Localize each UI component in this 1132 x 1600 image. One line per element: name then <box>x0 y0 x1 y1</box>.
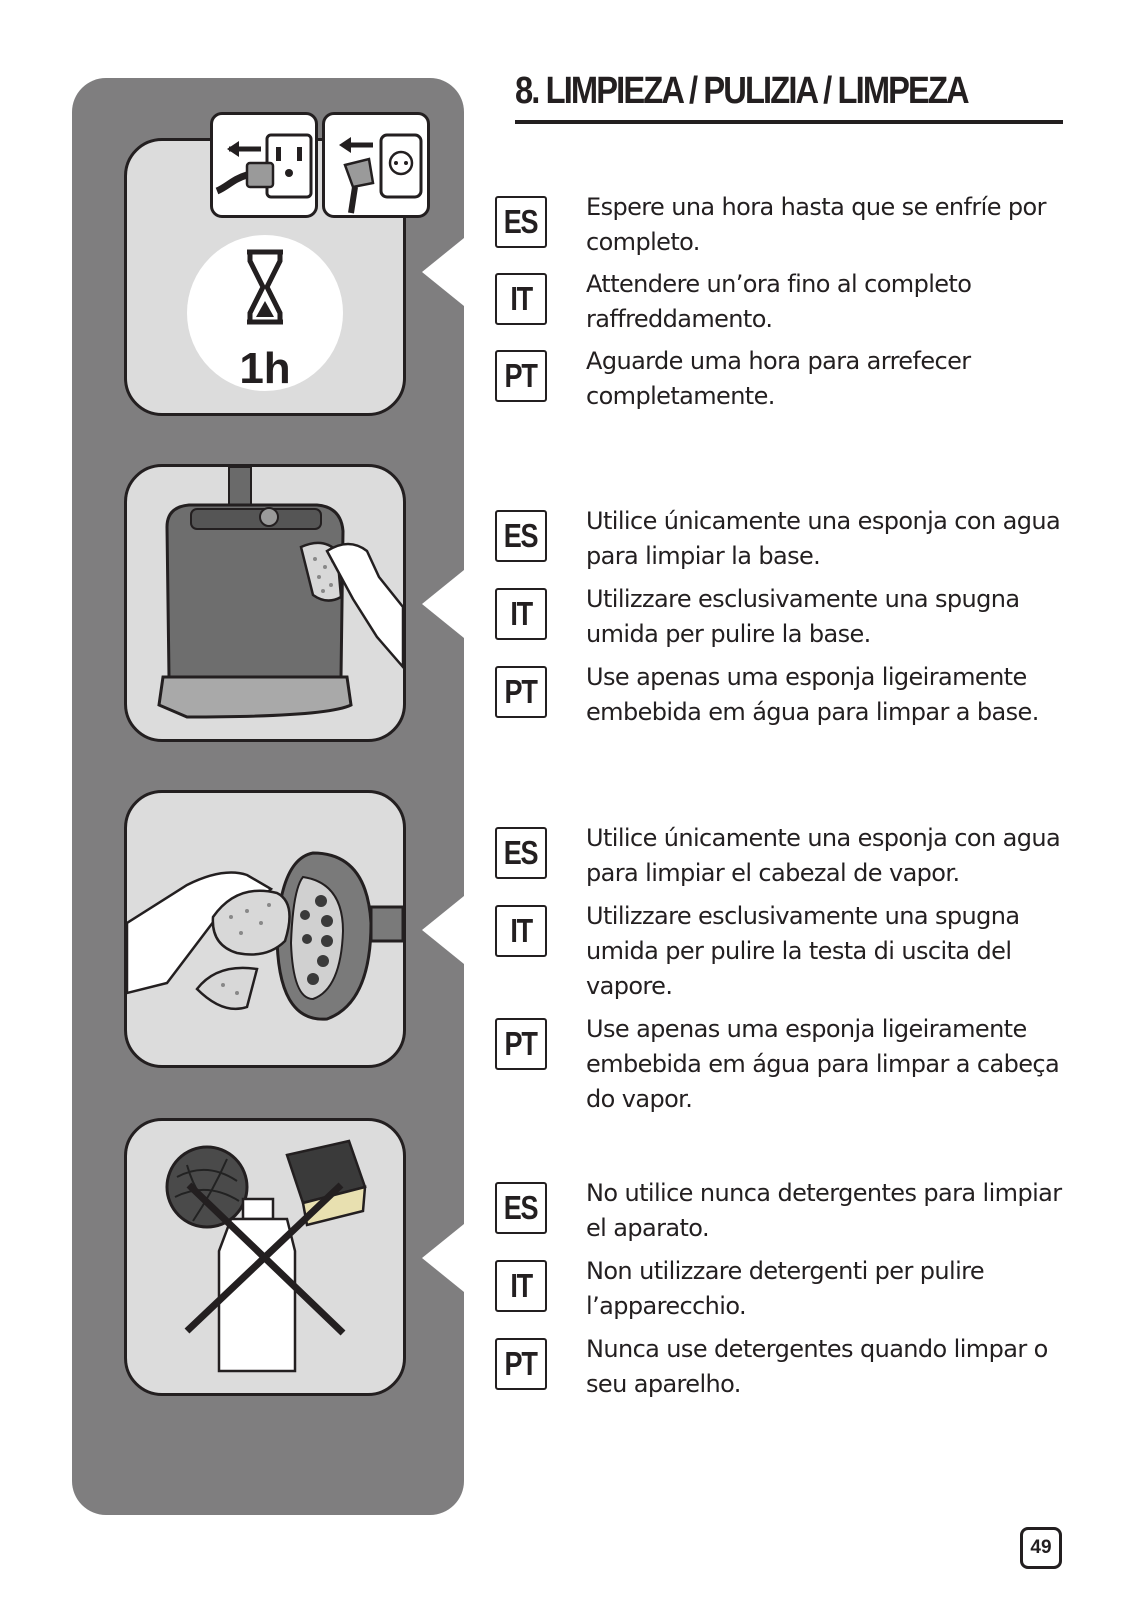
language-badge-es: ES <box>495 827 547 879</box>
pointer-step-1 <box>422 238 464 306</box>
language-badge-it: IT <box>495 273 547 325</box>
pointer-step-3 <box>422 896 464 964</box>
instruction-text: Utilice únicamente una esponja con agua para limpiar el cabezal de vapor. <box>586 824 1061 887</box>
clean-base-illustration <box>124 464 406 742</box>
instruction-text: Attendere un’ora fino al completo raffreddamento. <box>586 270 972 333</box>
instruction-text: Use apenas uma esponja ligeiramente embebida em água para limpar a base. <box>586 663 1039 726</box>
page-number: 49 <box>1020 1527 1062 1569</box>
pointer-step-2 <box>422 570 464 638</box>
instruction-text: Espere una hora hasta que se enfríe por completo. <box>586 193 1046 256</box>
no-detergents-illustration <box>124 1118 406 1396</box>
instruction-text: Utilizzare esclusivamente una spugna umida per pulire la base. <box>586 585 1020 648</box>
language-badge-es: ES <box>495 196 547 248</box>
instruction-text: Aguarde uma hora para arrefecer completamente. <box>586 347 971 410</box>
instruction-text: Utilizzare esclusivamente una spugna umida per pulire la testa di uscita del vapore. <box>586 902 1020 1000</box>
title-underline <box>515 120 1063 124</box>
instruction-text: Nunca use detergentes quando limpar o seu aparelho. <box>586 1335 1048 1398</box>
instruction-text: No utilice nunca detergentes para limpiar el aparato. <box>586 1179 1062 1242</box>
instruction-text: Non utilizzare detergenti per pulire l’apparecchio. <box>586 1257 985 1320</box>
pointer-step-4 <box>422 1224 464 1292</box>
language-badge-pt: PT <box>495 350 547 402</box>
language-badge-it: IT <box>495 905 547 957</box>
language-badge-es: ES <box>495 510 547 562</box>
language-badge-it: IT <box>495 1260 547 1312</box>
unplug-eu-icon <box>322 112 430 218</box>
instruction-text: Utilice únicamente una esponja con agua para limpiar la base. <box>586 507 1061 570</box>
language-badge-pt: PT <box>495 1338 547 1390</box>
language-badge-es: ES <box>495 1182 547 1234</box>
instruction-text: Use apenas uma esponja ligeiramente embebida em água para limpar a cabeça do vapor. <box>586 1015 1060 1113</box>
clean-steam-head-illustration <box>124 790 406 1068</box>
unplug-us-icon <box>210 112 318 218</box>
one-hour-label: 1h <box>239 344 291 393</box>
language-badge-it: IT <box>495 588 547 640</box>
section-title: 8. LIMPIEZA / PULIZIA / LIMPEZA <box>515 70 968 112</box>
illustration-panel <box>72 78 464 1515</box>
language-badge-pt: PT <box>495 1018 547 1070</box>
language-badge-pt: PT <box>495 666 547 718</box>
